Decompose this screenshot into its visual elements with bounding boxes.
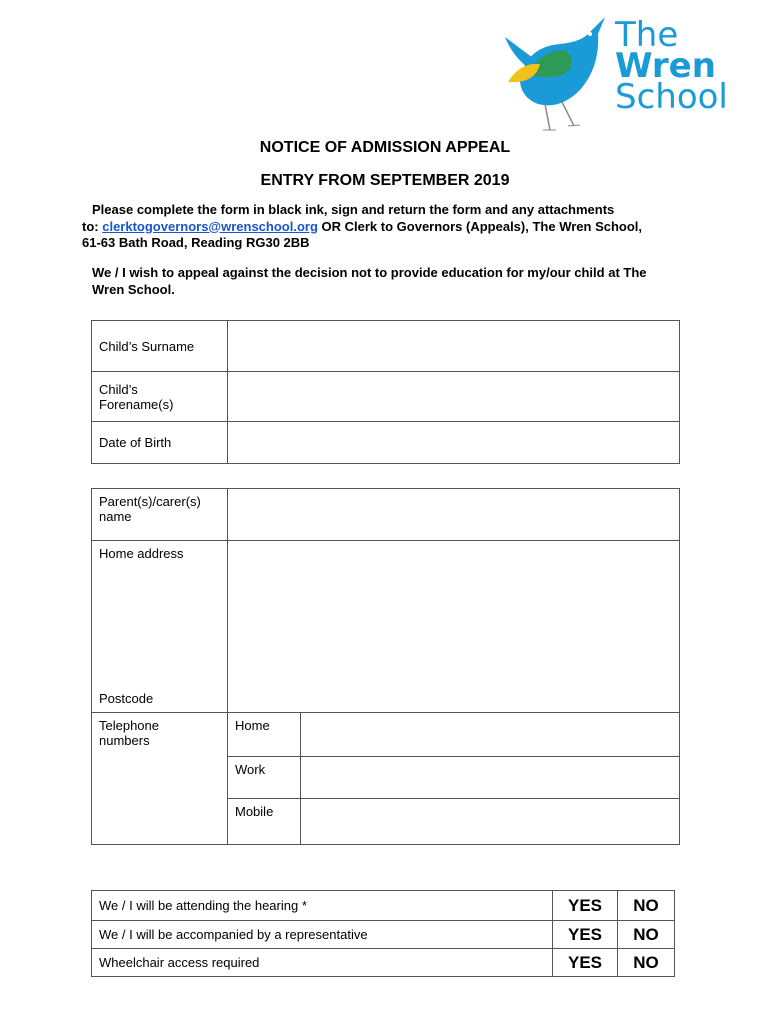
parent-name-field[interactable] (228, 489, 680, 541)
home-phone-label: Home (228, 713, 301, 757)
home-address-field[interactable] (228, 541, 680, 713)
parent-name-label-1: Parent(s)/carer(s) (99, 494, 201, 509)
instructions-to: to: (82, 218, 99, 234)
representative-no[interactable]: NO (618, 921, 675, 949)
wheelchair-label: Wheelchair access required (92, 949, 553, 977)
table-row (92, 891, 675, 921)
logo-line-1: The (615, 15, 679, 55)
logo-wordmark (615, 15, 728, 117)
home-phone-field[interactable] (301, 713, 680, 757)
child-details-table (91, 320, 680, 464)
representative-label: We / I will be accompanied by a representative (92, 921, 553, 949)
work-phone-field[interactable] (301, 757, 680, 799)
attending-no[interactable]: NO (618, 891, 675, 921)
table-row (92, 422, 680, 464)
table-row (92, 949, 675, 977)
table-row (92, 541, 680, 713)
table-row (92, 372, 680, 422)
parent-name-label (92, 489, 228, 541)
instructions-line-3: 61-63 Bath Road, Reading RG30 2BB (82, 235, 310, 250)
instructions-address-start: OR Clerk to Governors (Appeals), The Wren School, (321, 218, 643, 234)
home-address-label-cell (92, 541, 228, 713)
wren-bird-icon (500, 12, 615, 137)
telephone-label (92, 713, 228, 845)
dob-label: Date of Birth (92, 422, 228, 464)
telephone-label-1: Telephone (99, 718, 159, 733)
attending-hearing-label: We / I will be attending the hearing * (92, 891, 553, 921)
postcode-label: Postcode (99, 691, 154, 706)
parent-name-label-2: name (99, 509, 132, 524)
child-surname-field[interactable] (228, 321, 680, 372)
table-row (92, 713, 680, 757)
telephone-label-2: numbers (99, 733, 150, 748)
school-logo (500, 12, 730, 137)
instructions-line-2 (82, 219, 682, 236)
child-surname-label: Child’s Surname (92, 321, 228, 372)
appeal-statement: We / I wish to appeal against the decision not to provide education for my/our child at The Wren School. (92, 265, 647, 297)
logo-line-2: Wren (615, 46, 716, 86)
instructions-line-1: Please complete the form in black ink, sign and return the form and any attachments (92, 202, 615, 217)
wheelchair-no[interactable]: NO (618, 949, 675, 977)
email-link[interactable]: clerktogovernors@wrenschool.org (102, 218, 318, 234)
logo-line-3: School (615, 77, 728, 117)
representative-yes[interactable]: YES (553, 921, 618, 949)
table-row (92, 489, 680, 541)
home-address-label: Home address (99, 546, 184, 561)
child-forename-field[interactable] (228, 372, 680, 422)
child-forename-label (92, 372, 228, 422)
page-title: NOTICE OF ADMISSION APPEAL (259, 139, 511, 156)
parent-details-table (91, 488, 680, 845)
child-forename-label-1: Child’s (99, 381, 138, 397)
hearing-table (91, 890, 675, 977)
wheelchair-yes[interactable]: YES (553, 949, 618, 977)
mobile-phone-field[interactable] (301, 799, 680, 845)
mobile-phone-label: Mobile (228, 799, 301, 845)
work-phone-label: Work (228, 757, 301, 799)
table-row (92, 921, 675, 949)
dob-field[interactable] (228, 422, 680, 464)
table-row (92, 321, 680, 372)
page-subtitle: ENTRY FROM SEPTEMBER 2019 (260, 172, 510, 189)
instructions (82, 202, 682, 252)
attending-yes[interactable]: YES (553, 891, 618, 921)
child-forename-label-2: Forename(s) (99, 396, 174, 412)
